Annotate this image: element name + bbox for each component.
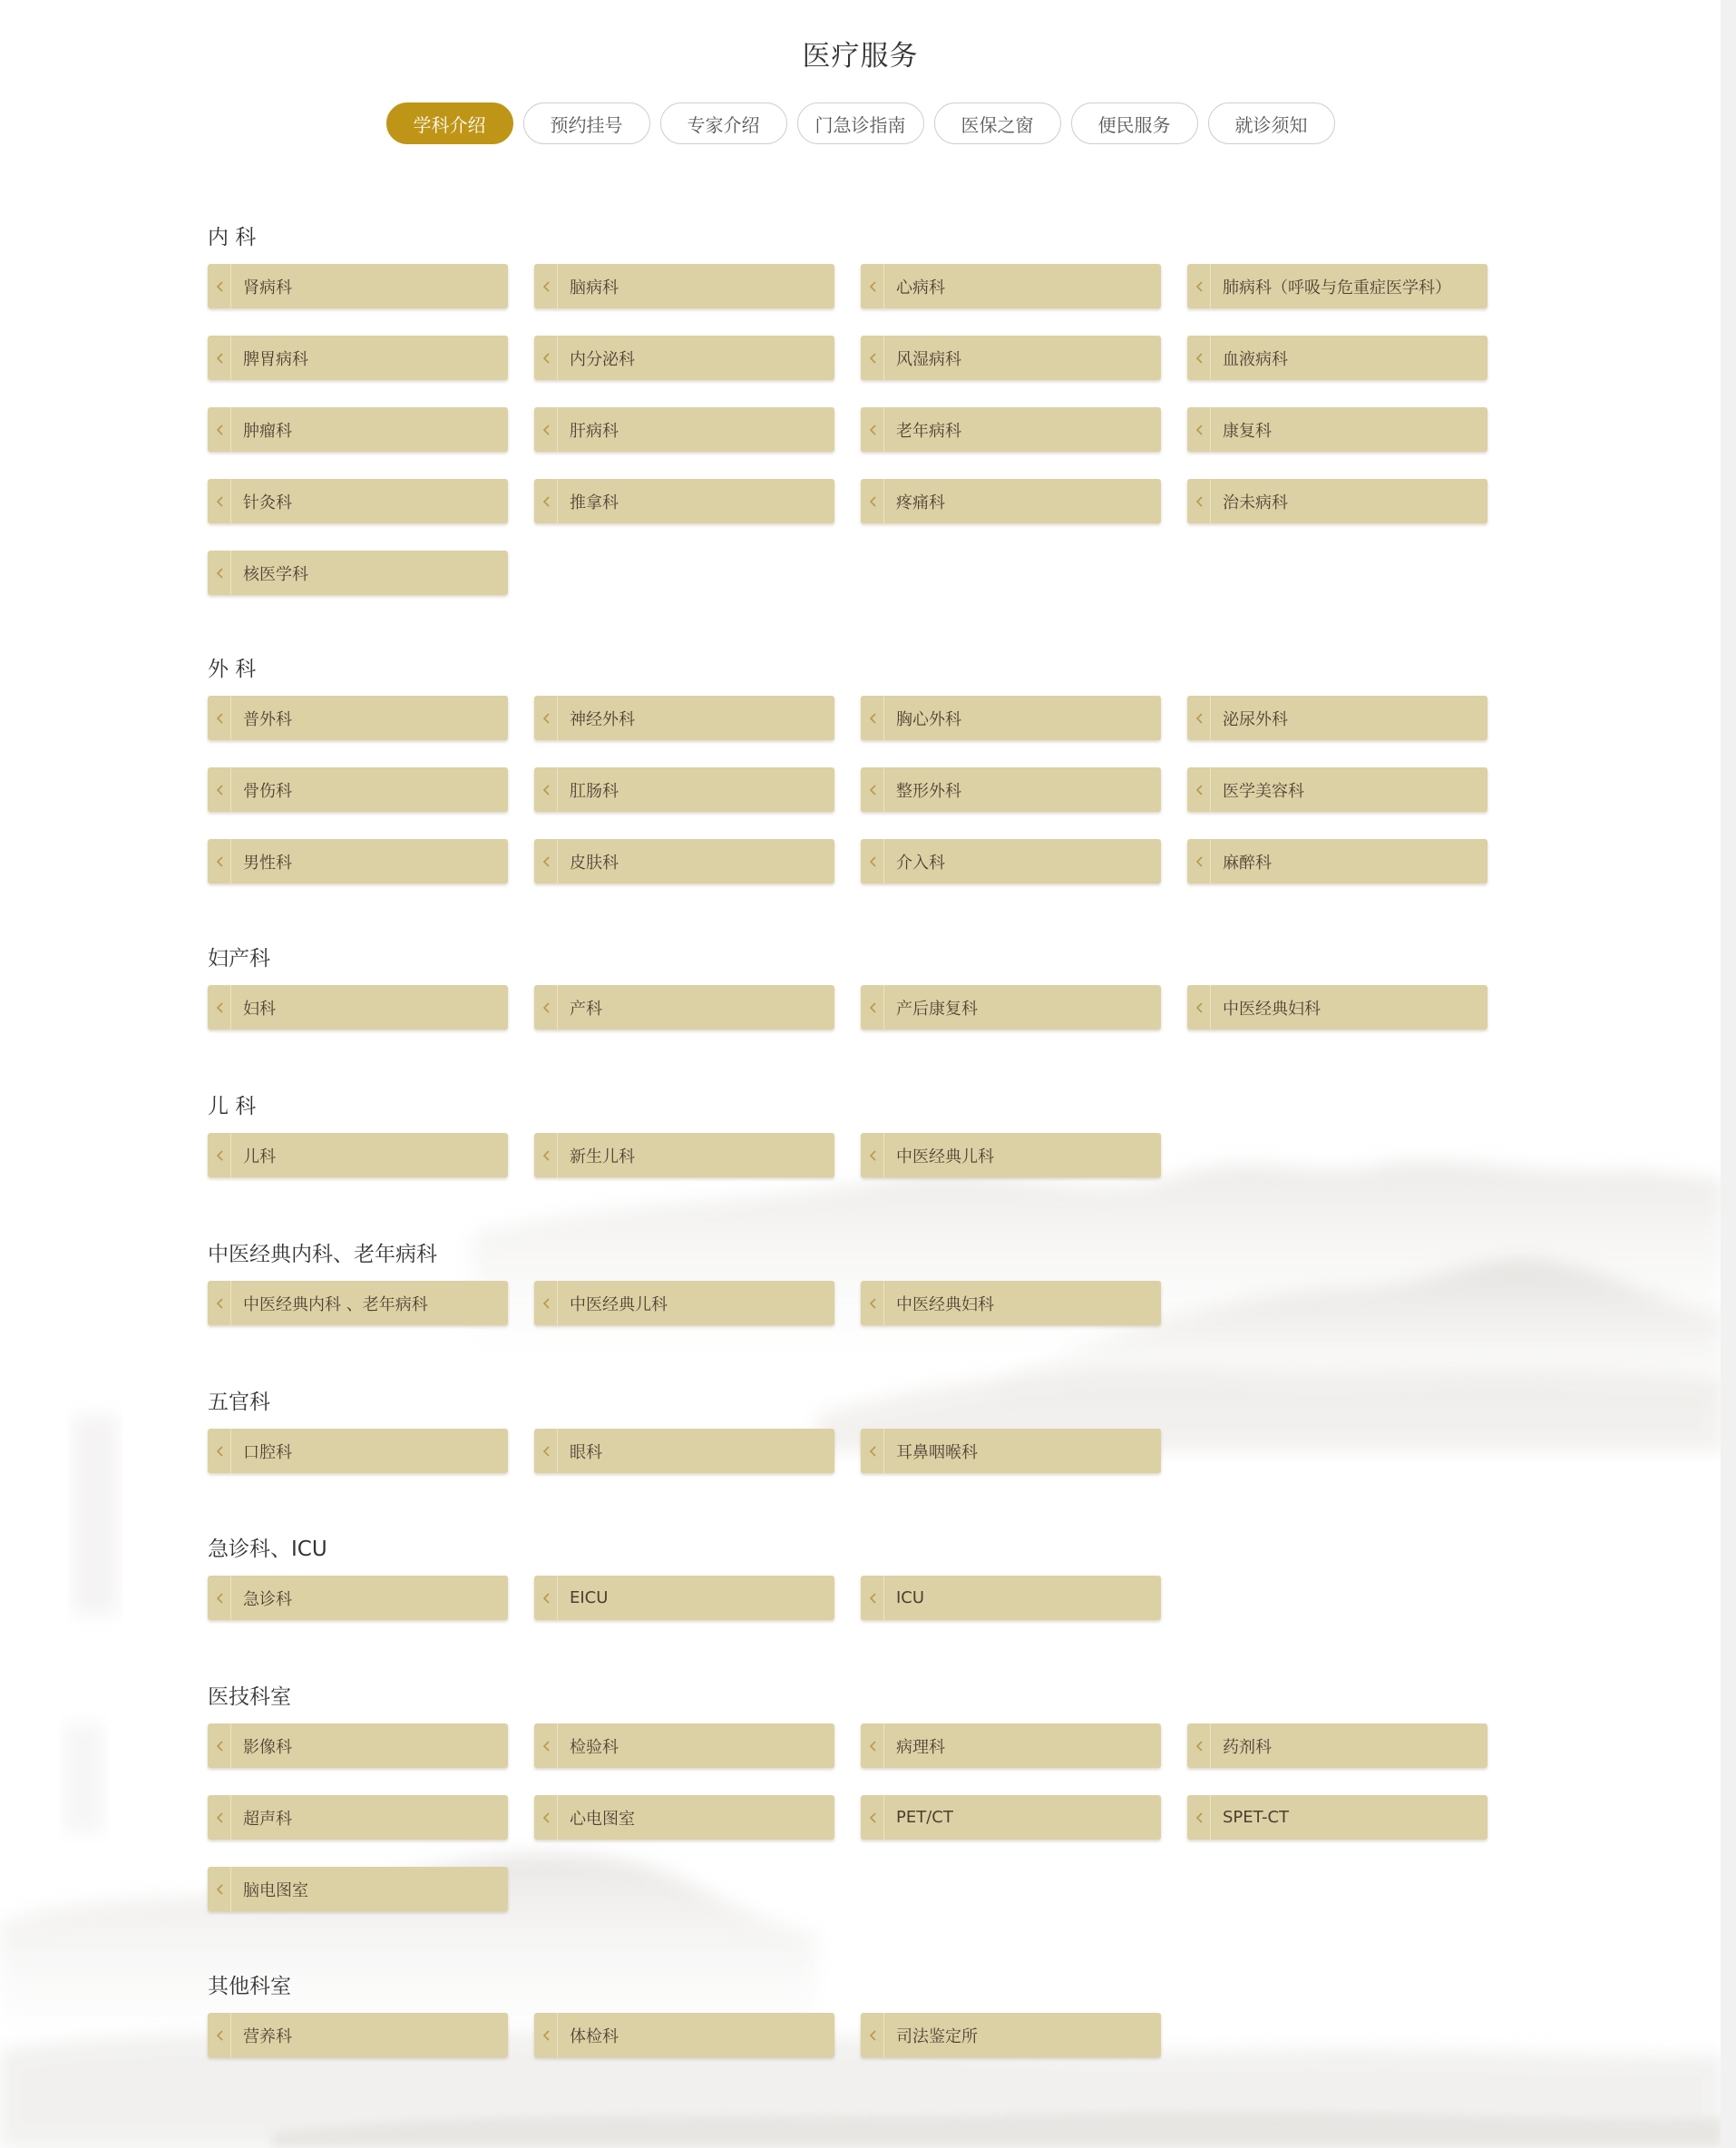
department-name: 血液病科: [1223, 349, 1288, 369]
chevron-left-icon: [1187, 407, 1211, 452]
department-link[interactable]: [534, 1429, 834, 1473]
chevron-left-icon: [861, 479, 884, 523]
chevron-left-icon: [534, 1723, 558, 1768]
department-grid: [208, 1133, 1496, 1177]
department-link[interactable]: [208, 1133, 508, 1177]
department-link[interactable]: [534, 1795, 834, 1840]
department-link[interactable]: [861, 264, 1161, 308]
tab-visit-notice[interactable]: 就诊须知: [1208, 103, 1335, 144]
department-link[interactable]: [208, 1429, 508, 1473]
department-name: 产后康复科: [896, 999, 978, 1019]
chevron-left-icon: [534, 1576, 558, 1620]
department-link[interactable]: [208, 696, 508, 740]
scrollbar[interactable]: [1721, 0, 1736, 2148]
department-name: 心电图室: [570, 1809, 635, 1829]
department-name: 妇科: [243, 999, 276, 1019]
section-title: 内 科: [208, 226, 257, 249]
department-name: 麻醉科: [1223, 853, 1272, 873]
chevron-left-icon: [1187, 264, 1211, 308]
department-link[interactable]: [208, 2013, 508, 2057]
chevron-left-icon: [208, 1133, 231, 1177]
department-link[interactable]: [1187, 336, 1487, 380]
department-link[interactable]: [861, 767, 1161, 812]
chevron-left-icon: [208, 336, 231, 380]
chevron-left-icon: [208, 407, 231, 452]
department-grid: [208, 696, 1496, 884]
department-link[interactable]: [208, 1723, 508, 1768]
department-link[interactable]: [534, 1576, 834, 1620]
department-name: 心病科: [896, 278, 945, 298]
department-link[interactable]: [534, 1723, 834, 1768]
chevron-left-icon: [534, 1281, 558, 1325]
department-name: 耳鼻咽喉科: [896, 1442, 978, 1462]
department-name: 中医经典儿科: [570, 1294, 668, 1314]
department-name: 司法鉴定所: [896, 2026, 978, 2046]
chevron-left-icon: [534, 985, 558, 1030]
department-link[interactable]: [208, 839, 508, 884]
chevron-left-icon: [861, 1723, 884, 1768]
department-name: 肝病科: [570, 421, 619, 441]
department-name: 脑病科: [570, 278, 619, 298]
department-link[interactable]: [1187, 1795, 1487, 1840]
department-name: 影像科: [243, 1737, 292, 1757]
chevron-left-icon: [534, 2013, 558, 2057]
department-name: 中医经典妇科: [1223, 999, 1321, 1019]
department-name: 康复科: [1223, 421, 1272, 441]
department-name: 药剂科: [1223, 1737, 1272, 1757]
chevron-left-icon: [534, 1795, 558, 1840]
chevron-left-icon: [861, 264, 884, 308]
department-name: 产科: [570, 999, 602, 1019]
chevron-left-icon: [534, 336, 558, 380]
page-title: 医疗服务: [802, 40, 919, 73]
chevron-left-icon: [534, 407, 558, 452]
tab-medical-insurance[interactable]: 医保之窗: [934, 103, 1061, 144]
department-link[interactable]: [861, 1429, 1161, 1473]
chevron-left-icon: [861, 1576, 884, 1620]
department-link[interactable]: [208, 479, 508, 523]
department-name: 推拿科: [570, 493, 619, 513]
department-link[interactable]: [208, 1576, 508, 1620]
department-name: 儿科: [243, 1147, 276, 1167]
chevron-left-icon: [861, 407, 884, 452]
chevron-left-icon: [208, 264, 231, 308]
department-name: 眼科: [570, 1442, 602, 1462]
chevron-left-icon: [208, 767, 231, 812]
department-grid: [208, 2013, 1496, 2057]
department-link[interactable]: [534, 2013, 834, 2057]
chevron-left-icon: [861, 1795, 884, 1840]
chevron-left-icon: [534, 839, 558, 884]
chevron-left-icon: [861, 696, 884, 740]
department-name: 肾病科: [243, 278, 292, 298]
tab-experts[interactable]: 专家介绍: [660, 103, 787, 144]
department-name: 核医学科: [243, 564, 308, 584]
department-name: 中医经典内科 、老年病科: [243, 1294, 428, 1314]
section-title: 其他科室: [208, 1975, 291, 1998]
department-link[interactable]: [861, 1133, 1161, 1177]
department-grid: [208, 1281, 1496, 1325]
department-name: 中医经典妇科: [896, 1294, 994, 1314]
chevron-left-icon: [208, 696, 231, 740]
department-name: 脑电图室: [243, 1880, 308, 1900]
chevron-left-icon: [208, 1795, 231, 1840]
chevron-left-icon: [534, 767, 558, 812]
department-name: 男性科: [243, 853, 292, 873]
department-link[interactable]: [534, 839, 834, 884]
chevron-left-icon: [208, 1281, 231, 1325]
chevron-left-icon: [208, 1576, 231, 1620]
department-name: 胸心外科: [896, 709, 961, 729]
chevron-left-icon: [861, 336, 884, 380]
department-link[interactable]: [208, 985, 508, 1030]
department-link[interactable]: [534, 336, 834, 380]
department-link[interactable]: [534, 479, 834, 523]
department-link[interactable]: [1187, 264, 1487, 308]
department-name: 检验科: [570, 1737, 619, 1757]
tab-convenience-services[interactable]: 便民服务: [1071, 103, 1198, 144]
department-name: 新生儿科: [570, 1147, 635, 1167]
chevron-left-icon: [1187, 696, 1211, 740]
chevron-left-icon: [534, 696, 558, 740]
department-name: PET/CT: [896, 1808, 953, 1827]
chevron-left-icon: [861, 2013, 884, 2057]
department-link[interactable]: [534, 264, 834, 308]
chevron-left-icon: [208, 985, 231, 1030]
department-name: 治未病科: [1223, 493, 1288, 513]
chevron-left-icon: [208, 839, 231, 884]
department-link[interactable]: [534, 1133, 834, 1177]
department-link[interactable]: [1187, 407, 1487, 452]
tab-outpatient-guide[interactable]: 门急诊指南: [797, 103, 924, 144]
tab-discipline-intro[interactable]: 学科介绍: [386, 103, 513, 144]
department-link[interactable]: [1187, 1723, 1487, 1768]
department-name: 脾胃病科: [243, 349, 308, 369]
department-link[interactable]: [861, 407, 1161, 452]
department-link[interactable]: [861, 479, 1161, 523]
chevron-left-icon: [534, 1133, 558, 1177]
chevron-left-icon: [1187, 839, 1211, 884]
chevron-left-icon: [1187, 985, 1211, 1030]
department-link[interactable]: [861, 985, 1161, 1030]
department-link[interactable]: [861, 839, 1161, 884]
department-name: 内分泌科: [570, 349, 635, 369]
chevron-left-icon: [861, 1429, 884, 1473]
department-name: 皮肤科: [570, 853, 619, 873]
chevron-left-icon: [534, 1429, 558, 1473]
section-title: 外 科: [208, 658, 257, 681]
department-name: 肺病科（呼吸与危重症医学科）: [1223, 278, 1451, 298]
department-link[interactable]: [861, 336, 1161, 380]
department-link[interactable]: [208, 551, 508, 595]
chevron-left-icon: [208, 1429, 231, 1473]
department-link[interactable]: [1187, 839, 1487, 884]
chevron-left-icon: [1187, 336, 1211, 380]
department-grid: [208, 1576, 1496, 1620]
section-title: 儿 科: [208, 1095, 257, 1118]
tab-appointment[interactable]: 预约挂号: [523, 103, 650, 144]
department-name: 营养科: [243, 2026, 292, 2046]
department-link[interactable]: [861, 2013, 1161, 2057]
department-name: 整形外科: [896, 781, 961, 801]
chevron-left-icon: [861, 985, 884, 1030]
department-name: 介入科: [896, 853, 945, 873]
department-name: 泌尿外科: [1223, 709, 1288, 729]
chevron-left-icon: [1187, 767, 1211, 812]
department-grid: [208, 1429, 1496, 1473]
chevron-left-icon: [208, 1867, 231, 1911]
section-title: 中医经典内科、老年病科: [208, 1243, 437, 1266]
department-link[interactable]: [208, 407, 508, 452]
department-name: ICU: [896, 1588, 925, 1607]
department-link[interactable]: [208, 1795, 508, 1840]
department-grid: [208, 985, 1496, 1030]
department-link[interactable]: [208, 767, 508, 812]
department-link[interactable]: [208, 1281, 508, 1325]
service-tabs: [0, 103, 1721, 144]
department-link[interactable]: [861, 1576, 1161, 1620]
chevron-left-icon: [1187, 1795, 1211, 1840]
department-link[interactable]: [534, 767, 834, 812]
department-link[interactable]: [534, 696, 834, 740]
chevron-left-icon: [861, 767, 884, 812]
department-link[interactable]: [208, 336, 508, 380]
chevron-left-icon: [861, 1133, 884, 1177]
chevron-left-icon: [208, 1723, 231, 1768]
department-name: 超声科: [243, 1809, 292, 1829]
department-grid: [208, 1723, 1496, 1911]
department-name: 病理科: [896, 1737, 945, 1757]
department-name: 口腔科: [243, 1442, 292, 1462]
department-name: 针灸科: [243, 493, 292, 513]
department-name: 骨伤科: [243, 781, 292, 801]
department-link[interactable]: [534, 985, 834, 1030]
department-name: 中医经典儿科: [896, 1147, 994, 1167]
department-link[interactable]: [1187, 767, 1487, 812]
department-name: 肿瘤科: [243, 421, 292, 441]
department-name: EICU: [570, 1588, 609, 1607]
department-link[interactable]: [1187, 985, 1487, 1030]
department-link[interactable]: [861, 696, 1161, 740]
department-link[interactable]: [1187, 479, 1487, 523]
department-name: 疼痛科: [896, 493, 945, 513]
department-name: 老年病科: [896, 421, 961, 441]
chevron-left-icon: [861, 1281, 884, 1325]
department-name: 风湿病科: [896, 349, 961, 369]
chevron-left-icon: [208, 479, 231, 523]
section-title: 五官科: [208, 1391, 270, 1414]
department-name: 体检科: [570, 2026, 619, 2046]
section-title: 医技科室: [208, 1685, 291, 1709]
chevron-left-icon: [208, 2013, 231, 2057]
department-link[interactable]: [861, 1281, 1161, 1325]
department-name: 普外科: [243, 709, 292, 729]
department-name: 医学美容科: [1223, 781, 1304, 801]
department-name: 神经外科: [570, 709, 635, 729]
section-title: 妇产科: [208, 947, 270, 971]
section-title: 急诊科、ICU: [208, 1538, 327, 1561]
department-name: 急诊科: [243, 1589, 292, 1609]
department-link[interactable]: [534, 1281, 834, 1325]
department-link[interactable]: [861, 1795, 1161, 1840]
department-grid: [208, 264, 1496, 595]
department-link[interactable]: [208, 264, 508, 308]
chevron-left-icon: [534, 264, 558, 308]
department-link[interactable]: [1187, 696, 1487, 740]
chevron-left-icon: [534, 479, 558, 523]
chevron-left-icon: [208, 551, 231, 595]
department-link[interactable]: [208, 1867, 508, 1911]
chevron-left-icon: [1187, 1723, 1211, 1768]
department-link[interactable]: [861, 1723, 1161, 1768]
chevron-left-icon: [861, 839, 884, 884]
department-link[interactable]: [534, 407, 834, 452]
department-name: SPET-CT: [1223, 1808, 1290, 1827]
department-name: 肛肠科: [570, 781, 619, 801]
chevron-left-icon: [1187, 479, 1211, 523]
